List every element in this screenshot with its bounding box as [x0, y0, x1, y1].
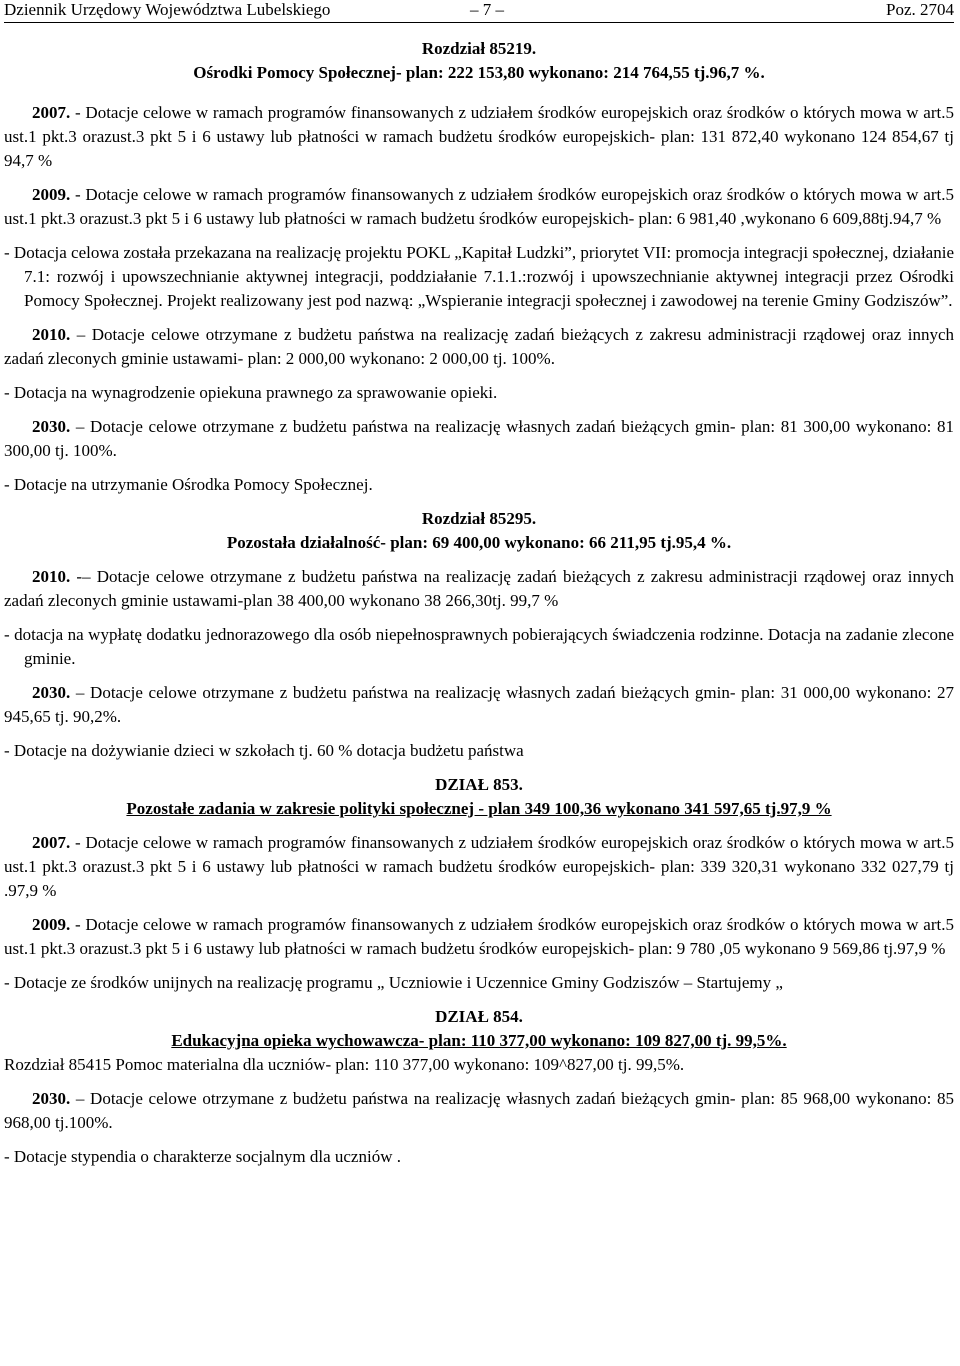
- section-85219-title: Rozdział 85219.: [421, 39, 537, 58]
- paragraph-854-2030: [4, 1087, 954, 1135]
- paragraph-text: – Dotacje celowe otrzymane z budżetu państwa na realizację własnych zadań bieżących gmin- plan: 31 000,00 wykonano: 27 945,65 tj. 90,2%.: [4, 683, 954, 726]
- paragraph-text: - Dotacje celowe w ramach programów finansowanych z udziałem środków europejskich oraz środków o których mowa w art.5 ust.1 pkt.3 orazust.3 pkt 5 i 6 ustawy lub płatności w ramach budżetu środków europejskich- plan: 131 872,40 wykonano 124 854,67 tj 94,7 %: [4, 103, 954, 170]
- bullet-853: - Dotacje ze środków unijnych na realizację programu „ Uczniowie i Uczennice Gminy Godziszów – Startujemy „: [4, 973, 783, 992]
- paragraph-code: 2030.: [32, 417, 71, 436]
- paragraph-text: - Dotacje celowe w ramach programów finansowanych z udziałem środków europejskich oraz środków o których mowa w art.5 ust.1 pkt.3 orazust.3 pkt 5 i 6 ustawy lub płatności w ramach budżetu środków europejskich- plan: 6 981,40 ,wykonano 6 609,88tj.94,7 %: [4, 185, 954, 228]
- paragraph-853-2009: [4, 913, 954, 961]
- page-number: – 7 –: [470, 0, 504, 19]
- paragraph-85219-2007: [4, 101, 954, 173]
- bullet-85219-2010: - Dotacja na wynagrodzenie opiekuna prawnego za sprawowanie opieki.: [4, 383, 498, 402]
- bullet-85295-2010: - dotacja na wypłatę dodatku jednorazowego dla osób niepełnosprawnych pobierających świadczenia rodzinne. Dotacja na zadanie zlecone gminie.: [4, 625, 954, 668]
- paragraph-text: - Dotacje celowe w ramach programów finansowanych z udziałem środków europejskich oraz środków o których mowa w art.5 ust.1 pkt.3 orazust.3 pkt 5 i 6 ustawy lub płatności w ramach budżetu środków europejskich- plan: 9 780 ,05 wykonano 9 569,86 tj.97,9 %: [4, 915, 954, 958]
- paragraph-code: 2007.: [32, 833, 71, 852]
- bullet-85295-2030: - Dotacje na dożywianie dzieci w szkołach tj. 60 % dotacja budżetu państwa: [4, 741, 524, 760]
- paragraph-code: 2010.: [32, 325, 71, 344]
- dzial-854-subtitle: Edukacyjna opieka wychowawcza- plan: 110 377,00 wykonano: 109 827,00 tj. 99,5%.: [171, 1031, 787, 1050]
- paragraph-85219-2030: [4, 415, 954, 463]
- journal-title: Dziennik Urzędowy Województwa Lubelskiego: [4, 0, 331, 19]
- paragraph-85295-2030: [4, 681, 954, 729]
- section-85295-title: Rozdział 85295.: [421, 509, 537, 528]
- page-header: [4, 0, 954, 23]
- paragraph-85219-2010: [4, 323, 954, 371]
- paragraph-code: 2009.: [32, 185, 71, 204]
- rozdzial-85415-line: Rozdział 85415 Pomoc materialna dla uczniów- plan: 110 377,00 wykonano: 109^827,00 tj. 99,5%.: [4, 1055, 685, 1074]
- paragraph-853-2007: [4, 831, 954, 903]
- paragraph-text: – Dotacje celowe otrzymane z budżetu państwa na realizację zadań bieżących z zakresu administracji rządowej oraz innych zadań zleconych gminie ustawami- plan: 2 000,00 wykonano: 2 000,00 tj. 100%.: [4, 325, 954, 368]
- dzial-853-subtitle: Pozostałe zadania w zakresie polityki społecznej - plan 349 100,36 wykonano 341 597,65 tj.97,9 %: [126, 799, 832, 818]
- paragraph-85295-2010: [4, 565, 954, 613]
- paragraph-text: - Dotacje celowe w ramach programów finansowanych z udziałem środków europejskich oraz środków o których mowa w art.5 ust.1 pkt.3 orazust.3 pkt 5 i 6 ustawy lub płatności w ramach budżetu środków europejskich- plan: 339 320,31 wykonano 332 027,79 tj .97,9 %: [4, 833, 954, 900]
- paragraph-code: 2010.: [32, 567, 71, 586]
- paragraph-85219-2009: [4, 183, 954, 231]
- section-85219-subtitle: Ośrodki Pomocy Społecznej- plan: 222 153,80 wykonano: 214 764,55 tj.96,7 %.: [193, 63, 765, 82]
- paragraph-text: – Dotacje celowe otrzymane z budżetu państwa na realizację własnych zadań bieżących gmin- plan: 81 300,00 wykonano: 81 300,00 tj. 100%.: [4, 417, 954, 460]
- paragraph-code: 2030.: [32, 683, 71, 702]
- position-number: Poz. 2704: [886, 0, 954, 19]
- bullet-854: - Dotacje stypendia o charakterze socjalnym dla uczniów .: [4, 1147, 401, 1166]
- paragraph-text: -– Dotacje celowe otrzymane z budżetu państwa na realizację zadań bieżących z zakresu administracji rządowej oraz innych zadań zleconych gminie ustawami-plan 38 400,00 wykonano 38 266,30tj. 99,7 %: [4, 567, 954, 610]
- section-85295-subtitle: Pozostała działalność- plan: 69 400,00 wykonano: 66 211,95 tj.95,4 %.: [226, 533, 732, 552]
- paragraph-code: 2030.: [32, 1089, 71, 1108]
- paragraph-text: – Dotacje celowe otrzymane z budżetu państwa na realizację własnych zadań bieżących gmin- plan: 85 968,00 wykonano: 85 968,00 tj.100%.: [4, 1089, 954, 1132]
- dzial-854-title: DZIAŁ 854.: [435, 1007, 523, 1026]
- bullet-85219-2030: - Dotacje na utrzymanie Ośrodka Pomocy Społecznej.: [4, 475, 373, 494]
- dzial-853-title: DZIAŁ 853.: [435, 775, 523, 794]
- bullet-85219-pokl: - Dotacja celowa została przekazana na realizację projektu POKL „Kapitał Ludzki”, priorytet VII: promocja integracji społecznej, działanie 7.1: rozwój i upowszechnianie aktywnej integracji, poddziałanie 7.1.1.:rozwój i upowszechnianie aktywnej integracji przez Ośrodki Pomocy Społecznej. Projekt realizowany jest pod nazwą: „Wspieranie integracji społecznej i zawodowej na terenie Gminy Godziszów”.: [4, 243, 954, 310]
- paragraph-code: 2007.: [32, 103, 71, 122]
- paragraph-code: 2009.: [32, 915, 71, 934]
